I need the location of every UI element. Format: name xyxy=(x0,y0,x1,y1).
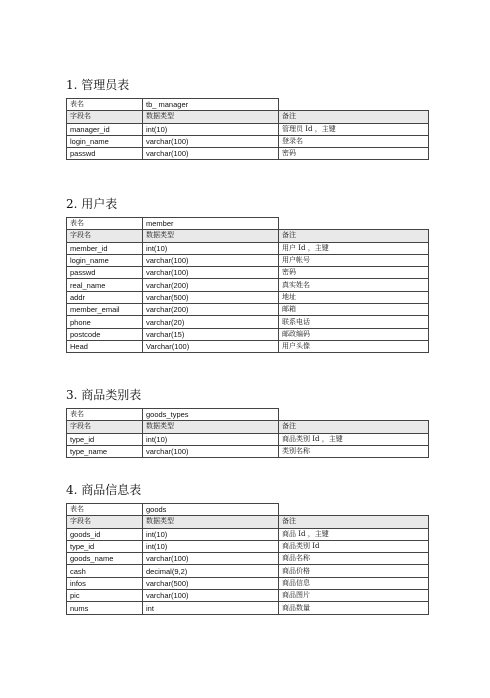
remark-cell: 密码 xyxy=(279,267,429,279)
remark-cell: 密码 xyxy=(279,148,429,160)
schema-table xyxy=(66,217,429,353)
table-header-row xyxy=(67,516,429,528)
data-type-cell: Varchar(100) xyxy=(143,340,279,352)
remark-cell: 地址 xyxy=(279,291,429,303)
remark-cell: 商品 Id ，主键 xyxy=(279,528,429,540)
remark-cell: 管理员 Id ，主键 xyxy=(279,123,429,135)
table-row xyxy=(67,540,429,552)
table-name-label: 表名 xyxy=(67,409,143,421)
table-name-label: 表名 xyxy=(67,504,143,516)
field-name-cell: passwd xyxy=(67,267,143,279)
table-row xyxy=(67,553,429,565)
field-name-cell: Head xyxy=(67,340,143,352)
table-name-row xyxy=(67,99,429,111)
table-row xyxy=(67,602,429,614)
column-header-field: 字段名 xyxy=(67,421,143,433)
data-type-cell: varchar(200) xyxy=(143,279,279,291)
remark-cell: 用户头像 xyxy=(279,340,429,352)
table-row xyxy=(67,445,429,457)
data-type-cell: int(10) xyxy=(143,540,279,552)
table-name-label: 表名 xyxy=(67,99,143,111)
table-row xyxy=(67,304,429,316)
column-header-type: 数据类型 xyxy=(143,111,279,123)
table-row xyxy=(67,565,429,577)
remark-cell: 商品名称 xyxy=(279,553,429,565)
section-1 xyxy=(66,76,428,160)
table-row xyxy=(67,577,429,589)
field-name-cell: phone xyxy=(67,316,143,328)
column-header-remark: 备注 xyxy=(279,111,429,123)
table-row xyxy=(67,148,429,160)
table-row xyxy=(67,242,429,254)
remark-cell: 类别名称 xyxy=(279,445,429,457)
section-title: 2. 用户表 xyxy=(66,197,118,211)
field-name-cell: member_id xyxy=(67,242,143,254)
field-name-cell: cash xyxy=(67,565,143,577)
column-header-type: 数据类型 xyxy=(143,516,279,528)
table-row xyxy=(67,135,429,147)
data-type-cell: varchar(100) xyxy=(143,267,279,279)
remark-cell: 商品价格 xyxy=(279,565,429,577)
table-row xyxy=(67,254,429,266)
table-header-row xyxy=(67,421,429,433)
field-name-cell: addr xyxy=(67,291,143,303)
data-type-cell: decimal(9,2) xyxy=(143,565,279,577)
table-name-value: tb_ manager xyxy=(143,99,279,111)
table-header-row xyxy=(67,230,429,242)
table-name-value: member xyxy=(143,218,279,230)
field-name-cell: passwd xyxy=(67,148,143,160)
remark-cell: 商品类别 Id ，主键 xyxy=(279,433,429,445)
table-name-row xyxy=(67,409,429,421)
table-name-value: goods_types xyxy=(143,409,279,421)
field-name-cell: nums xyxy=(67,602,143,614)
data-type-cell: int(10) xyxy=(143,528,279,540)
section-2 xyxy=(66,195,428,353)
table-row xyxy=(67,123,429,135)
table-header-row xyxy=(67,111,429,123)
schema-table xyxy=(66,408,429,458)
field-name-cell: login_name xyxy=(67,254,143,266)
data-type-cell: varchar(100) xyxy=(143,590,279,602)
remark-cell: 真实姓名 xyxy=(279,279,429,291)
remark-cell: 商品类别 Id xyxy=(279,540,429,552)
schema-table xyxy=(66,98,429,160)
table-name-value: goods xyxy=(143,504,279,516)
data-type-cell: varchar(500) xyxy=(143,577,279,589)
data-type-cell: varchar(100) xyxy=(143,553,279,565)
field-name-cell: login_name xyxy=(67,135,143,147)
field-name-cell: type_id xyxy=(67,433,143,445)
field-name-cell: type_id xyxy=(67,540,143,552)
remark-cell: 联系电话 xyxy=(279,316,429,328)
column-header-field: 字段名 xyxy=(67,230,143,242)
data-type-cell: varchar(100) xyxy=(143,254,279,266)
table-row xyxy=(67,590,429,602)
field-name-cell: postcode xyxy=(67,328,143,340)
data-type-cell: varchar(100) xyxy=(143,135,279,147)
section-title: 1. 管理员表 xyxy=(66,78,130,92)
table-row xyxy=(67,316,429,328)
field-name-cell: pic xyxy=(67,590,143,602)
column-header-field: 字段名 xyxy=(67,111,143,123)
data-type-cell: int(10) xyxy=(143,433,279,445)
data-type-cell: int(10) xyxy=(143,242,279,254)
remark-cell: 邮政编码 xyxy=(279,328,429,340)
table-row xyxy=(67,328,429,340)
data-type-cell: varchar(200) xyxy=(143,304,279,316)
remark-cell: 商品数量 xyxy=(279,602,429,614)
table-row xyxy=(67,528,429,540)
data-type-cell: varchar(15) xyxy=(143,328,279,340)
table-name-label: 表名 xyxy=(67,218,143,230)
remark-cell: 邮箱 xyxy=(279,304,429,316)
remark-cell: 商品图片 xyxy=(279,590,429,602)
field-name-cell: goods_id xyxy=(67,528,143,540)
data-type-cell: varchar(100) xyxy=(143,445,279,457)
field-name-cell: real_name xyxy=(67,279,143,291)
section-4 xyxy=(66,481,428,615)
data-type-cell: int(10) xyxy=(143,123,279,135)
section-title: 3. 商品类别表 xyxy=(66,388,142,402)
table-row xyxy=(67,291,429,303)
data-type-cell: varchar(500) xyxy=(143,291,279,303)
field-name-cell: type_name xyxy=(67,445,143,457)
remark-cell: 用户 Id ，主键 xyxy=(279,242,429,254)
remark-cell: 登录名 xyxy=(279,135,429,147)
field-name-cell: infos xyxy=(67,577,143,589)
field-name-cell: manager_id xyxy=(67,123,143,135)
remark-cell: 商品信息 xyxy=(279,577,429,589)
table-row xyxy=(67,433,429,445)
data-type-cell: varchar(20) xyxy=(143,316,279,328)
column-header-remark: 备注 xyxy=(279,421,429,433)
column-header-field: 字段名 xyxy=(67,516,143,528)
table-name-row xyxy=(67,218,429,230)
table-row xyxy=(67,279,429,291)
section-3 xyxy=(66,386,428,458)
data-type-cell: varchar(100) xyxy=(143,148,279,160)
table-name-row xyxy=(67,504,429,516)
data-type-cell: int xyxy=(143,602,279,614)
column-header-remark: 备注 xyxy=(279,516,429,528)
field-name-cell: member_email xyxy=(67,304,143,316)
column-header-type: 数据类型 xyxy=(143,230,279,242)
remark-cell: 用户帐号 xyxy=(279,254,429,266)
column-header-type: 数据类型 xyxy=(143,421,279,433)
section-title: 4. 商品信息表 xyxy=(66,483,142,497)
column-header-remark: 备注 xyxy=(279,230,429,242)
table-row xyxy=(67,267,429,279)
table-row xyxy=(67,340,429,352)
field-name-cell: goods_name xyxy=(67,553,143,565)
schema-table xyxy=(66,503,429,615)
